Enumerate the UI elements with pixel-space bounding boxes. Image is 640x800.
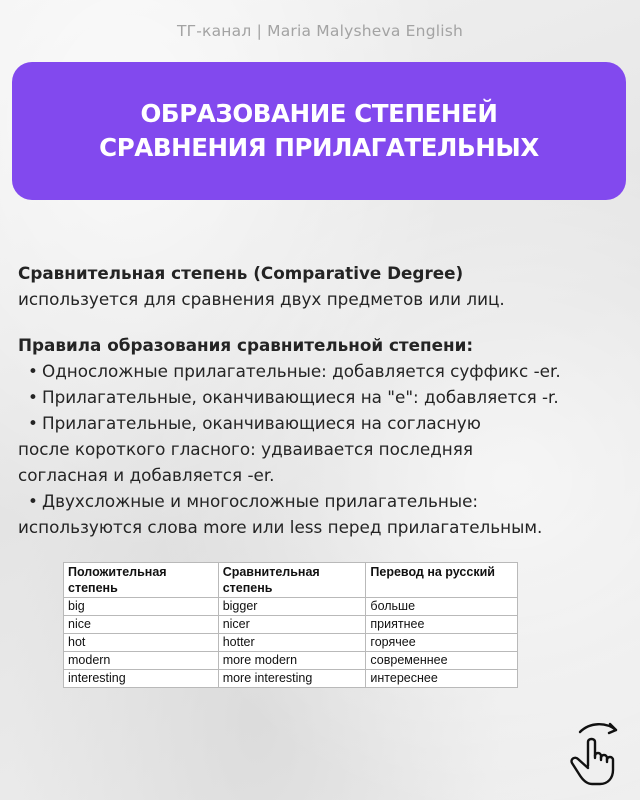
comparison-table	[63, 562, 518, 688]
rule-item: • Прилагательные, оканчивающиеся на согласную	[18, 410, 626, 436]
title-banner	[12, 62, 626, 200]
rule-item-continuation: после короткого гласного: удваивается последняя	[18, 439, 473, 459]
banner-title-line-1: ОБРАЗОВАНИЕ СТЕПЕНЕЙ	[140, 99, 498, 128]
rules-heading: Правила образования сравнительной степени:	[18, 335, 474, 355]
table-row	[64, 652, 518, 670]
cell-positive: nice	[64, 616, 219, 634]
table-header-row	[64, 563, 518, 598]
rule-item: • Прилагательные, оканчивающиеся на "e": добавляется -r.	[18, 384, 626, 410]
cell-translation: больше	[366, 598, 518, 616]
rule-item-continuation: согласная и добавляется -er.	[18, 465, 275, 485]
table-row	[64, 616, 518, 634]
cell-comparative: more modern	[218, 652, 366, 670]
header-comparative: Сравнительная степень	[218, 563, 366, 598]
cell-comparative: more interesting	[218, 670, 366, 688]
cell-translation: современнее	[366, 652, 518, 670]
body-text	[18, 260, 626, 540]
header-positive: Положительная степень	[64, 563, 219, 598]
rule-item: • Двухсложные и многосложные прилагательные:	[18, 488, 626, 514]
intro-heading: Сравнительная степень (Comparative Degree)	[18, 263, 464, 283]
header-translation: Перевод на русский	[366, 563, 518, 598]
pointing-hand-swipe-icon[interactable]	[566, 718, 622, 788]
cell-positive: big	[64, 598, 219, 616]
rule-item: • Односложные прилагательные: добавляется суффикс -er.	[18, 358, 626, 384]
cell-positive: modern	[64, 652, 219, 670]
cell-comparative: nicer	[218, 616, 366, 634]
table-row	[64, 634, 518, 652]
cell-comparative: bigger	[218, 598, 366, 616]
intro-text: используется для сравнения двух предметов или лиц.	[18, 289, 505, 309]
banner-title-line-2: СРАВНЕНИЯ ПРИЛАГАТЕЛЬНЫХ	[99, 133, 539, 162]
table-row	[64, 598, 518, 616]
cell-positive: hot	[64, 634, 219, 652]
cell-translation: интереснее	[366, 670, 518, 688]
cell-comparative: hotter	[218, 634, 366, 652]
rule-item-continuation: используются слова more или less перед прилагательным.	[18, 517, 543, 537]
table-row	[64, 670, 518, 688]
cell-positive: interesting	[64, 670, 219, 688]
channel-caption: ТГ-канал | Maria Malysheva English	[176, 22, 464, 40]
cell-translation: горячее	[366, 634, 518, 652]
cell-translation: приятнее	[366, 616, 518, 634]
